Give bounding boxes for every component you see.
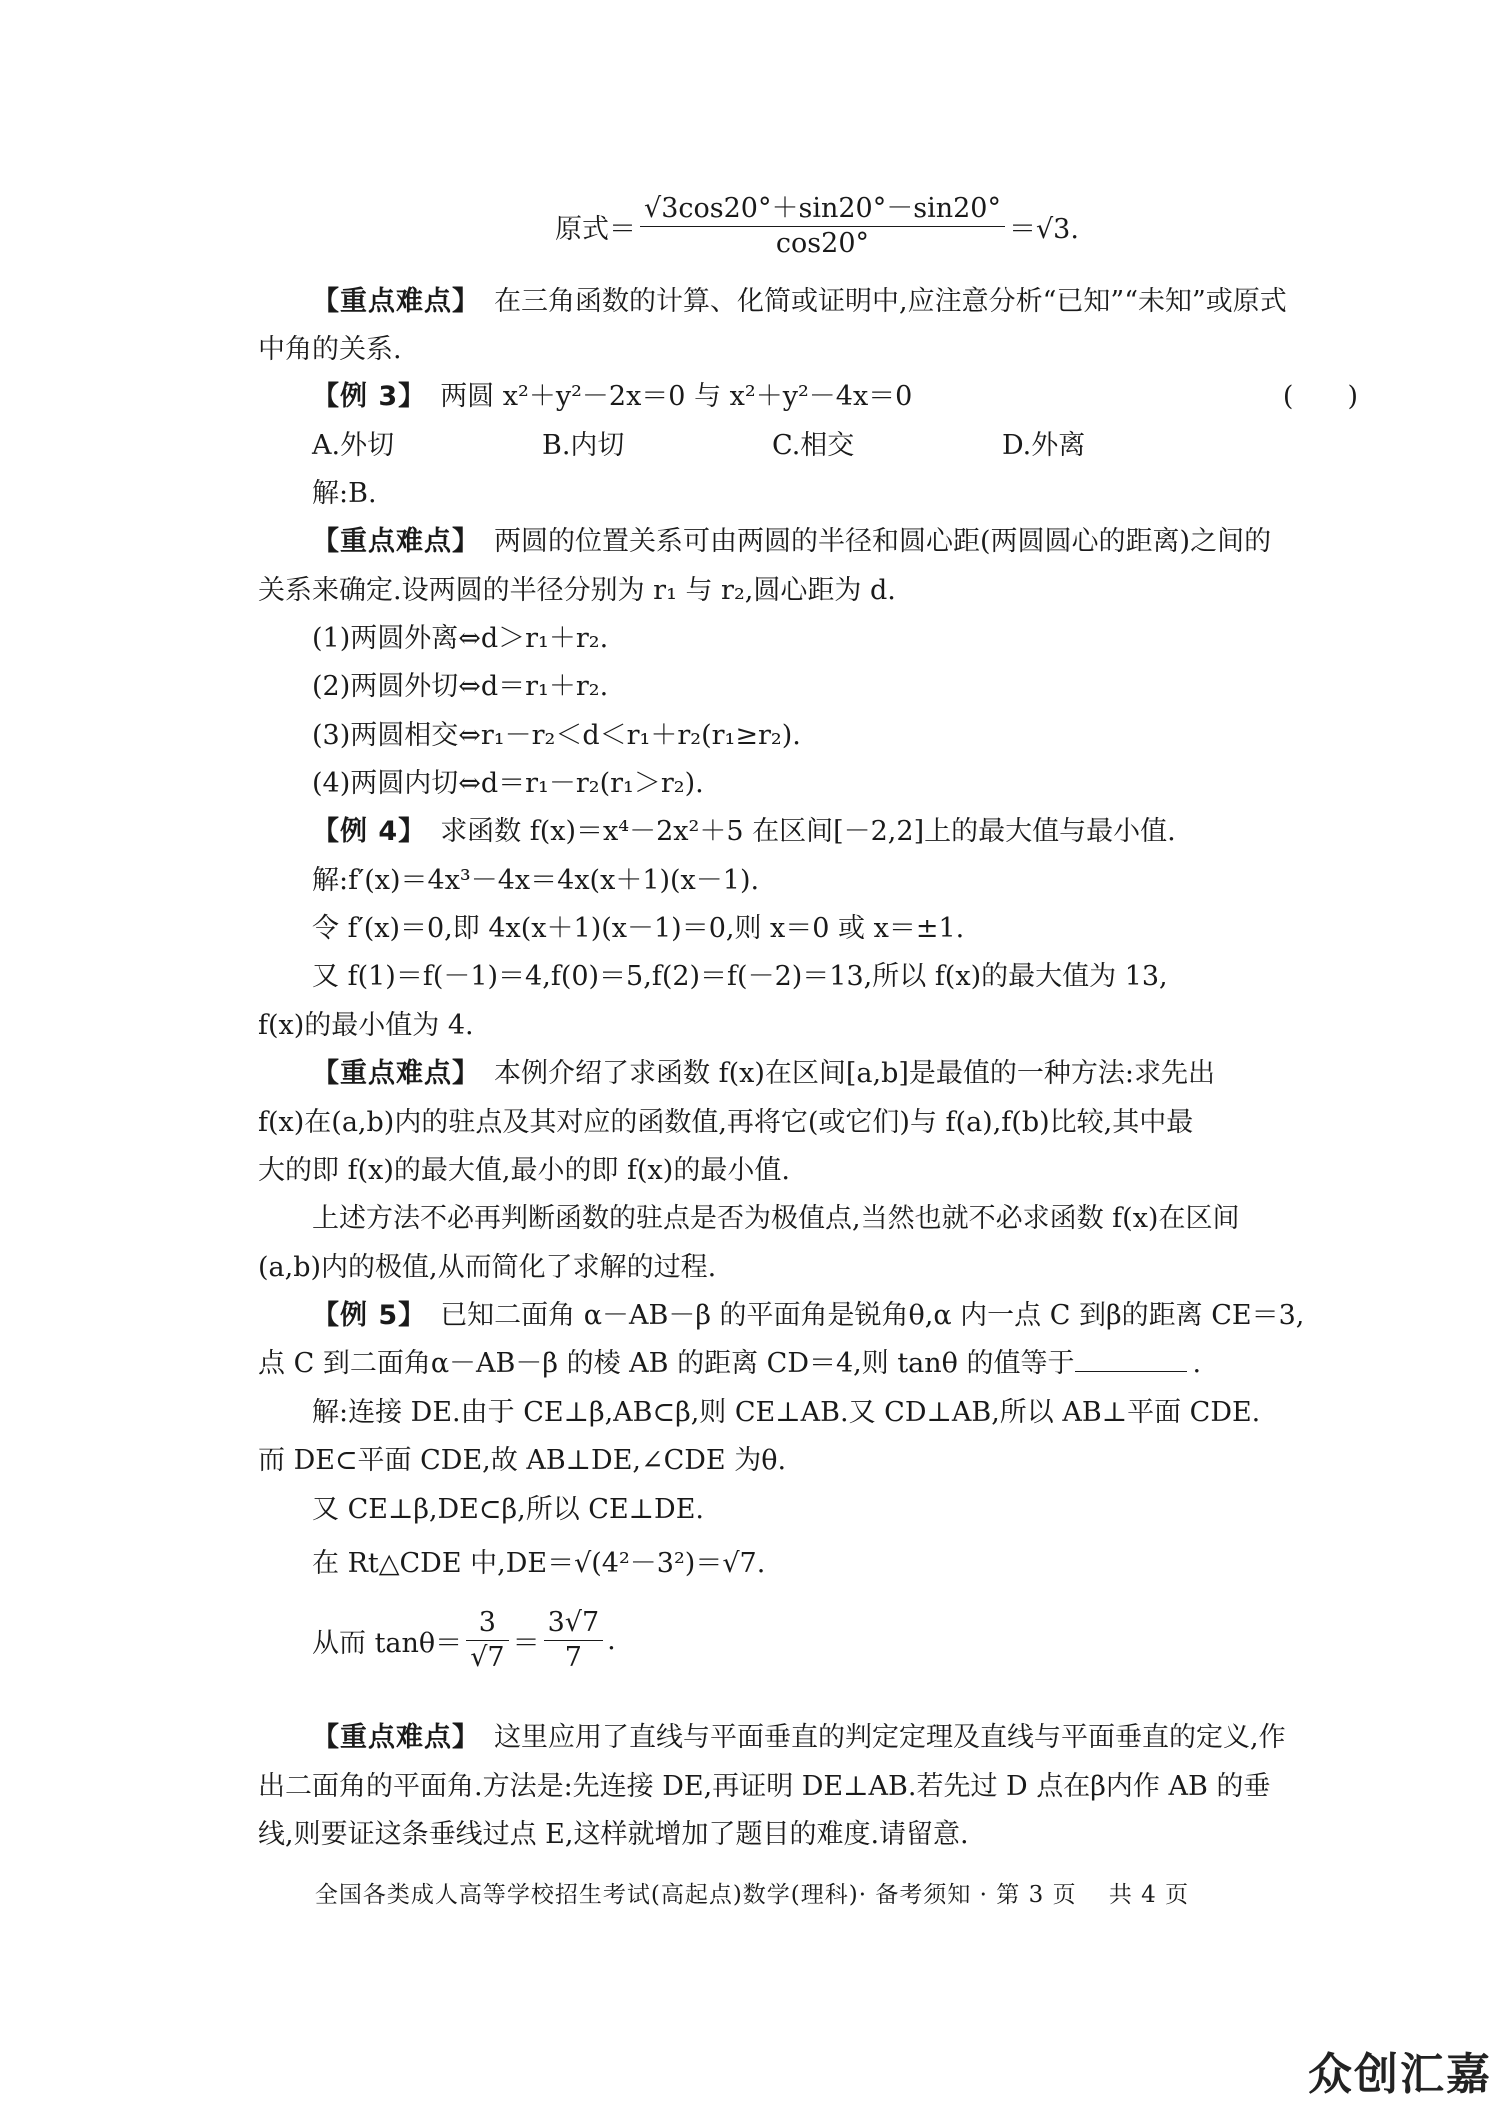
key-point-tag: 【重点难点】: [312, 1722, 480, 1753]
watermark-logo: 众创汇嘉: [1308, 2049, 1492, 2100]
formula-original: [555, 192, 1079, 261]
text: .: [1192, 1348, 1202, 1379]
case-1: (1)两圆外离⇔d＞r₁＋r₂.: [312, 623, 609, 654]
key-point-4-line1: [312, 1719, 1412, 1757]
example-3-options: [312, 427, 1412, 465]
key-point-1-line2: 中角的关系.: [258, 334, 402, 365]
example-5-question-1: [312, 1297, 1412, 1335]
option-b: B.内切: [542, 430, 625, 461]
example-tag: 【例 3】: [312, 381, 427, 412]
formula-rhs: ＝√3.: [1008, 214, 1079, 245]
option-c: C.相交: [772, 430, 855, 461]
key-point-4-line2: 出二面角的平面角.方法是:先连接 DE,再证明 DE⊥AB.若先过 D 点在β内作 AB 的垂: [258, 1771, 1271, 1802]
text: 本例介绍了求函数 f(x)在区间[a,b]是最值的一种方法:求先出: [494, 1058, 1215, 1089]
case-4: (4)两圆内切⇔d＝r₁－r₂(r₁＞r₂).: [312, 768, 704, 799]
text: 已知二面角 α－AB－β 的平面角是锐角θ,α 内一点 C 到β的距离 CE＝3,: [440, 1300, 1305, 1331]
example-4-sol-1: 解:f′(x)＝4x³－4x＝4x(x＋1)(x－1).: [312, 865, 760, 896]
fraction-denominator: 7: [564, 1642, 582, 1673]
fraction-numerator: √3cos20°＋sin20°－sin20°: [640, 192, 1005, 227]
example-4-sol-3: 又 f(1)＝f(－1)＝4,f(0)＝5,f(2)＝f(－2)＝13,所以 f(x)的最大值为 13,: [312, 961, 1168, 992]
answer-blank: [1075, 1347, 1187, 1372]
text: 两圆 x²＋y²－2x＝0 与 x²＋y²－4x＝0: [440, 381, 913, 412]
key-point-3-line3: 大的即 f(x)的最大值,最小的即 f(x)的最小值.: [258, 1155, 790, 1186]
fraction-denominator: cos20°: [775, 228, 870, 259]
text: 求函数 f(x)＝x⁴－2x²＋5 在区间[－2,2]上的最大值与最小值.: [440, 816, 1176, 847]
key-point-2-line1: [312, 523, 1412, 561]
example-5-sol-3: 又 CE⊥β,DE⊂β,所以 CE⊥DE.: [312, 1494, 704, 1525]
key-point-3-line1: [312, 1055, 1412, 1093]
key-point-1-line1: [312, 283, 1412, 321]
key-point-2-line2: 关系来确定.设两圆的半径分别为 r₁ 与 r₂,圆心距为 d.: [258, 575, 896, 606]
example-5-sol-2: 而 DE⊂平面 CDE,故 AB⊥DE,∠CDE 为θ.: [258, 1445, 787, 1476]
text: 这里应用了直线与平面垂直的判定定理及直线与平面垂直的定义,作: [494, 1722, 1286, 1753]
example-3-question: [312, 378, 1358, 416]
example-4-sol-4: f(x)的最小值为 4.: [258, 1010, 474, 1041]
fraction-numerator: 3√7: [544, 1606, 604, 1641]
page-footer: 全国各类成人高等学校招生考试(高起点)数学(理科)· 备考须知 · 第 3 页 共 4 页: [314, 1882, 1190, 1908]
text: .: [607, 1625, 616, 1656]
case-3: (3)两圆相交⇔r₁－r₂＜d＜r₁＋r₂(r₁≥r₂).: [312, 720, 801, 751]
option-a: A.外切: [312, 430, 395, 461]
text: 两圆的位置关系可由两圆的半径和圆心距(两圆圆心的距离)之间的: [494, 526, 1272, 557]
fraction-numerator: 3: [466, 1606, 508, 1641]
note-line1: 上述方法不必再判断函数的驻点是否为极值点,当然也就不必求函数 f(x)在区间: [312, 1203, 1240, 1234]
option-d: D.外离: [1002, 430, 1086, 461]
example-5-sol-4: 在 Rt△CDE 中,DE＝√(4²－3²)＝√7.: [312, 1548, 766, 1579]
example-4-sol-2: 令 f′(x)＝0,即 4x(x＋1)(x－1)＝0,则 x＝0 或 x＝±1.: [312, 913, 965, 944]
example-5-sol-1: 解:连接 DE.由于 CE⊥β,AB⊂β,则 CE⊥AB.又 CD⊥AB,所以 AB⊥平面 CDE.: [312, 1397, 1261, 1428]
key-point-4-line3: 线,则要证这条垂线过点 E,这样就增加了题目的难度.请留意.: [258, 1819, 969, 1850]
fraction: [544, 1606, 604, 1675]
formula-tan: [312, 1606, 616, 1675]
text: 从而 tanθ＝: [312, 1628, 463, 1659]
fraction: [640, 192, 1005, 261]
example-tag: 【例 4】: [312, 816, 427, 847]
formula-lhs: 原式＝: [555, 214, 636, 245]
text: 在三角函数的计算、化简或证明中,应注意分析“已知”“未知”或原式: [494, 286, 1287, 317]
key-point-tag: 【重点难点】: [312, 286, 480, 317]
example-3-answer: 解:B.: [312, 478, 377, 509]
example-4-question: [312, 813, 1412, 851]
text: ＝: [512, 1628, 540, 1659]
case-2: (2)两圆外切⇔d＝r₁＋r₂.: [312, 671, 609, 702]
key-point-tag: 【重点难点】: [312, 526, 480, 557]
text: 点 C 到二面角α－AB－β 的棱 AB 的距离 CD＝4,则 tanθ 的值等于: [258, 1348, 1075, 1379]
fraction-denominator: √7: [470, 1642, 505, 1673]
key-point-tag: 【重点难点】: [312, 1058, 480, 1089]
answer-paren: ( ): [1282, 381, 1358, 412]
key-point-3-line2: f(x)在(a,b)内的驻点及其对应的函数值,再将它(或它们)与 f(a),f(b)比较,其中最: [258, 1107, 1194, 1138]
note-line2: (a,b)内的极值,从而简化了求解的过程.: [258, 1252, 717, 1283]
fraction: [466, 1606, 508, 1675]
example-tag: 【例 5】: [312, 1300, 427, 1331]
example-5-question-2: [258, 1345, 1358, 1383]
